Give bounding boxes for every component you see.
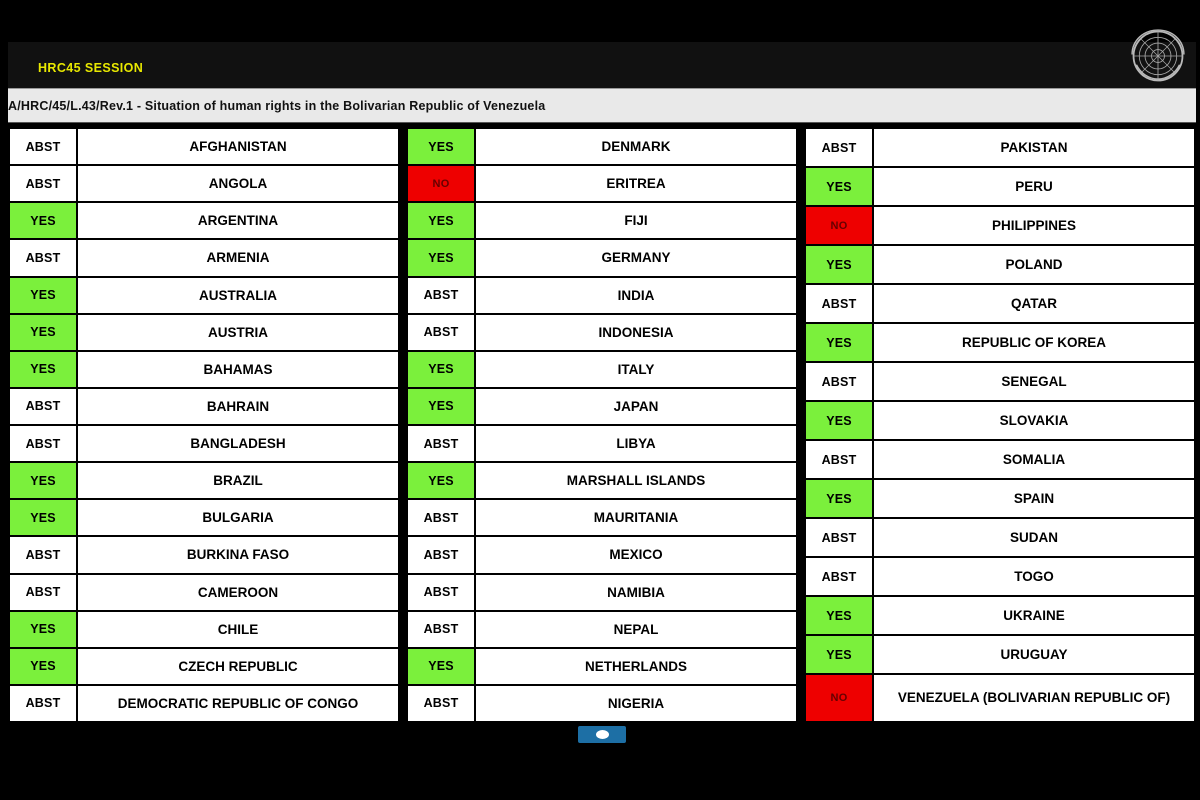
un-emblem-icon bbox=[1122, 20, 1194, 92]
country-name: ARMENIA bbox=[206, 250, 270, 266]
vote-results-table bbox=[8, 127, 1196, 723]
vote-value: YES bbox=[10, 352, 78, 387]
country-name: SLOVAKIA bbox=[999, 412, 1069, 428]
vote-value: ABST bbox=[408, 612, 476, 647]
table-row bbox=[8, 315, 400, 352]
table-row bbox=[406, 426, 798, 463]
vote-column-1 bbox=[8, 127, 400, 723]
vote-value: ABST bbox=[10, 686, 78, 721]
country-name: NIGERIA bbox=[607, 695, 665, 711]
table-row bbox=[8, 575, 400, 612]
table-row bbox=[406, 389, 798, 426]
country-name: NAMIBIA bbox=[607, 584, 665, 600]
table-row bbox=[8, 389, 400, 426]
country-name: SPAIN bbox=[1013, 490, 1055, 506]
vote-value: ABST bbox=[10, 537, 78, 572]
country-name: BANGLADESH bbox=[190, 436, 286, 451]
country-name: AUSTRIA bbox=[208, 324, 268, 340]
table-row bbox=[8, 537, 400, 574]
table-row bbox=[8, 426, 400, 463]
table-row bbox=[804, 363, 1196, 402]
table-row bbox=[8, 240, 400, 277]
country-name: NETHERLANDS bbox=[584, 658, 687, 674]
vote-value: YES bbox=[806, 597, 874, 634]
vote-value: ABST bbox=[10, 426, 78, 461]
vote-value: ABST bbox=[806, 285, 874, 322]
table-row bbox=[406, 166, 798, 203]
table-row bbox=[8, 500, 400, 537]
table-row bbox=[406, 500, 798, 537]
vote-value: YES bbox=[10, 463, 78, 498]
table-row bbox=[406, 612, 798, 649]
country-name: MEXICO bbox=[609, 547, 663, 563]
vote-value: YES bbox=[10, 315, 78, 350]
country-name: TOGO bbox=[1014, 568, 1054, 584]
vote-value: ABST bbox=[408, 575, 476, 610]
vote-value: YES bbox=[408, 389, 476, 424]
vote-value: YES bbox=[10, 612, 78, 647]
vote-value: YES bbox=[10, 203, 78, 238]
vote-value: YES bbox=[10, 500, 78, 535]
table-row bbox=[804, 558, 1196, 597]
table-row bbox=[8, 203, 400, 240]
vote-value: ABST bbox=[10, 240, 78, 275]
table-row bbox=[804, 324, 1196, 363]
vote-value: ABST bbox=[806, 441, 874, 478]
table-row bbox=[804, 675, 1196, 723]
table-row bbox=[804, 402, 1196, 441]
country-name: BURKINA FASO bbox=[186, 547, 290, 563]
document-title-bar bbox=[0, 88, 1200, 123]
country-name: BULGARIA bbox=[202, 510, 274, 526]
vote-value: YES bbox=[10, 649, 78, 684]
vote-column-2 bbox=[406, 127, 798, 723]
vote-value: ABST bbox=[408, 278, 476, 313]
country-name: DENMARK bbox=[601, 139, 671, 154]
table-row bbox=[804, 285, 1196, 324]
country-name: SUDAN bbox=[1009, 529, 1058, 545]
vote-value: ABST bbox=[10, 129, 78, 164]
vote-value: ABST bbox=[10, 166, 78, 201]
country-name: SOMALIA bbox=[1002, 451, 1066, 467]
country-name: CAMEROON bbox=[197, 584, 279, 600]
table-row bbox=[406, 686, 798, 723]
table-row bbox=[8, 686, 400, 723]
country-name: ERITREA bbox=[606, 176, 666, 192]
country-name: FIJI bbox=[624, 213, 648, 229]
table-row bbox=[406, 575, 798, 612]
country-name: ARGENTINA bbox=[197, 213, 279, 229]
country-name: URUGUAY bbox=[1000, 646, 1068, 662]
vote-value: YES bbox=[408, 129, 476, 164]
table-row bbox=[804, 519, 1196, 558]
table-row bbox=[8, 352, 400, 389]
table-row bbox=[406, 315, 798, 352]
country-name: BAHAMAS bbox=[203, 361, 273, 377]
vote-value: YES bbox=[806, 480, 874, 517]
table-row bbox=[406, 537, 798, 574]
table-row bbox=[804, 441, 1196, 480]
vote-value: ABST bbox=[408, 537, 476, 572]
country-name: NEPAL bbox=[613, 621, 659, 637]
country-name: MAURITANIA bbox=[593, 510, 679, 526]
vote-value: YES bbox=[408, 352, 476, 387]
vote-value: ABST bbox=[408, 426, 476, 461]
country-name: CHILE bbox=[217, 621, 259, 637]
table-row bbox=[8, 278, 400, 315]
table-row bbox=[406, 463, 798, 500]
country-name: JAPAN bbox=[613, 398, 659, 414]
country-name: MARSHALL ISLANDS bbox=[566, 473, 706, 489]
document-title: A/HRC/45/L.43/Rev.1 - Situation of human rights in the Bolivarian Republic of Venezuela bbox=[8, 98, 546, 113]
vote-value: NO bbox=[806, 207, 874, 244]
country-name: PERU bbox=[1015, 178, 1053, 194]
country-name: AUSTRALIA bbox=[199, 287, 277, 303]
country-name: ITALY bbox=[617, 361, 655, 377]
left-edge-bar bbox=[0, 0, 8, 800]
country-name: CZECH REPUBLIC bbox=[178, 658, 298, 674]
table-row bbox=[8, 166, 400, 203]
vote-value: ABST bbox=[408, 315, 476, 350]
vote-value: YES bbox=[806, 246, 874, 283]
vote-value: NO bbox=[806, 675, 874, 721]
vote-value: YES bbox=[408, 240, 476, 275]
table-row bbox=[804, 207, 1196, 246]
vote-value: YES bbox=[408, 463, 476, 498]
table-row bbox=[804, 127, 1196, 168]
top-black-bar bbox=[0, 0, 1200, 42]
table-row bbox=[406, 649, 798, 686]
vote-value: ABST bbox=[408, 500, 476, 535]
country-name: REPUBLIC OF KOREA bbox=[961, 334, 1106, 350]
vote-value: ABST bbox=[10, 575, 78, 610]
vote-value: YES bbox=[10, 278, 78, 313]
table-row bbox=[804, 246, 1196, 285]
country-name: SENEGAL bbox=[1001, 373, 1067, 389]
country-name: BAHRAIN bbox=[206, 398, 270, 414]
vote-value: ABST bbox=[806, 558, 874, 595]
table-row bbox=[804, 597, 1196, 636]
table-row bbox=[8, 612, 400, 649]
session-label: HRC45 SESSION bbox=[38, 61, 144, 75]
country-name: LIBYA bbox=[616, 436, 656, 451]
table-row bbox=[804, 480, 1196, 519]
table-row bbox=[8, 463, 400, 500]
playback-dot-icon bbox=[596, 730, 609, 739]
playback-indicator[interactable] bbox=[578, 726, 626, 743]
country-name: GERMANY bbox=[601, 250, 671, 266]
country-name: INDIA bbox=[617, 287, 655, 303]
table-row bbox=[8, 649, 400, 686]
country-name: ANGOLA bbox=[208, 176, 268, 192]
session-strip bbox=[0, 42, 1200, 88]
table-row bbox=[804, 636, 1196, 675]
vote-value: ABST bbox=[806, 519, 874, 556]
right-edge-bar bbox=[1196, 0, 1200, 800]
table-row bbox=[804, 168, 1196, 207]
vote-value: YES bbox=[408, 649, 476, 684]
table-row bbox=[406, 278, 798, 315]
vote-value: ABST bbox=[408, 686, 476, 721]
table-row bbox=[8, 127, 400, 166]
country-name: INDONESIA bbox=[598, 324, 674, 340]
vote-column-3 bbox=[804, 127, 1196, 723]
country-name: POLAND bbox=[1005, 256, 1063, 272]
table-row bbox=[406, 127, 798, 166]
table-row bbox=[406, 203, 798, 240]
country-name: UKRAINE bbox=[1003, 607, 1065, 623]
table-row bbox=[406, 240, 798, 277]
table-row bbox=[406, 352, 798, 389]
country-name: PAKISTAN bbox=[1000, 139, 1068, 155]
vote-value: YES bbox=[806, 402, 874, 439]
vote-value: NO bbox=[408, 166, 476, 201]
country-name: PHILIPPINES bbox=[991, 217, 1077, 233]
country-name: QATAR bbox=[1011, 295, 1057, 311]
vote-value: ABST bbox=[10, 389, 78, 424]
country-name: BRAZIL bbox=[213, 473, 263, 489]
country-name: DEMOCRATIC REPUBLIC OF CONGO bbox=[117, 695, 359, 711]
vote-value: ABST bbox=[806, 129, 874, 166]
vote-value: YES bbox=[806, 168, 874, 205]
country-name: VENEZUELA (BOLIVARIAN REPUBLIC OF) bbox=[897, 690, 1171, 706]
vote-value: YES bbox=[408, 203, 476, 238]
country-name: AFGHANISTAN bbox=[189, 139, 287, 154]
vote-value: ABST bbox=[806, 363, 874, 400]
vote-value: YES bbox=[806, 324, 874, 361]
vote-value: YES bbox=[806, 636, 874, 673]
